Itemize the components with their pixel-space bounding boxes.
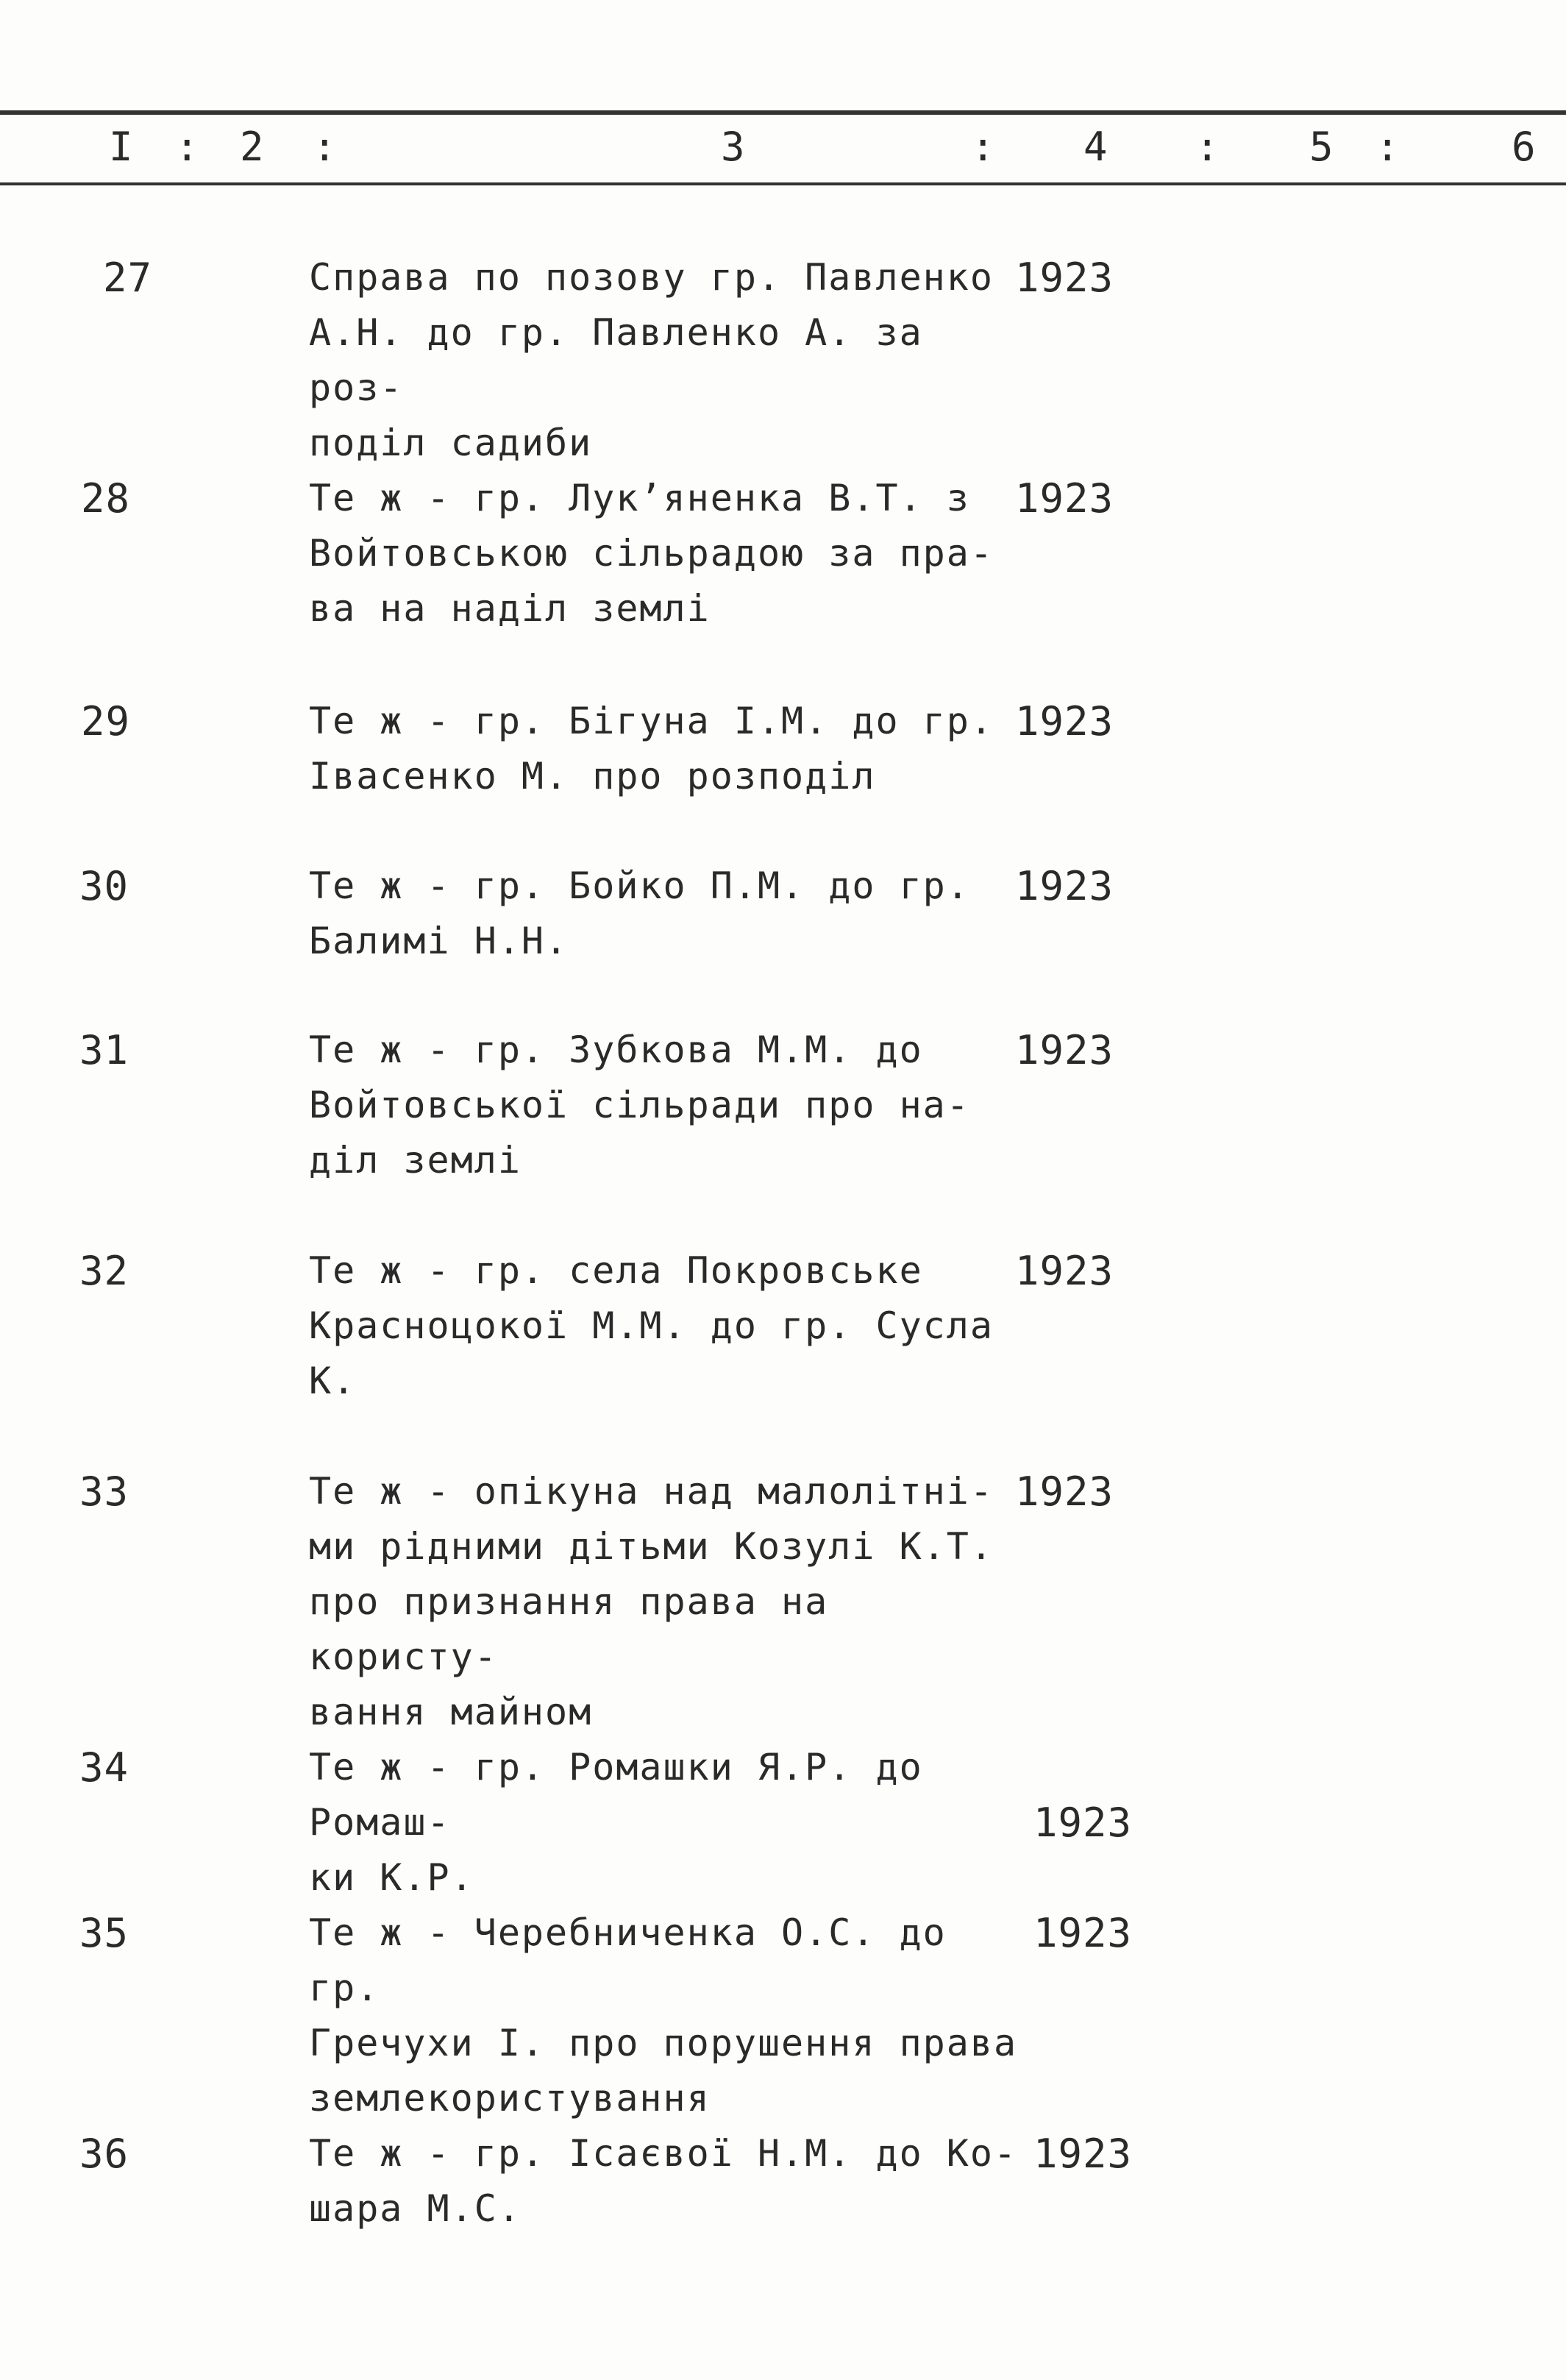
entry-description: Те ж - гр. Бігуна І.М. до гр. Івасенко М. про розподіл (309, 700, 994, 798)
entry-number: 34 (79, 1744, 129, 1791)
entry-year: 1923 (1015, 863, 1114, 909)
entry-year: 1923 (1015, 475, 1114, 522)
entry-number: 32 (79, 1248, 129, 1294)
column-separator: : (1375, 124, 1400, 170)
entry-number: 30 (79, 863, 129, 909)
entry-number: 31 (79, 1027, 129, 1073)
entry-number: 33 (79, 1468, 129, 1515)
entry-year: 1923 (1033, 1910, 1133, 1956)
entry-description: Те ж - гр. Ісаєвої Н.М. до Ко- шара М.С. (309, 2132, 1018, 2230)
entry-description: Те ж - гр. Ромашки Я.Р. до Ромаш- ки К.Р. (309, 1746, 923, 1899)
column-header-1: I (109, 124, 133, 170)
entry-description: Те ж - гр. Зубкова М.М. до Войтовської сільради про на- діл землі (309, 1029, 970, 1182)
column-separator: : (175, 124, 199, 170)
entry-year: 1923 (1015, 698, 1114, 745)
column-separator: : (313, 124, 337, 170)
entry-description: Те ж - Черебниченка О.С. до гр. Гречухи І. про порушення права землекористування (309, 1911, 1018, 2120)
entry-number: 28 (81, 475, 131, 522)
header-top-rule (0, 110, 1566, 115)
column-separator: : (1195, 124, 1220, 170)
entry-description: Те ж - гр. Лук’яненка В.Т. з Войтовською сільрадою за пра- ва на наділ землі (309, 477, 994, 630)
entry-number: 27 (103, 255, 153, 301)
entry-number: 29 (81, 698, 131, 745)
entry-year: 1923 (1015, 255, 1114, 301)
entry-year: 1923 (1015, 1027, 1114, 1073)
entry-description: Те ж - гр. села Покровське Красноцокої М.М. до гр. Сусла К. (309, 1249, 994, 1402)
column-header-5: 5 (1309, 124, 1334, 170)
entry-year: 1923 (1015, 1248, 1114, 1294)
column-header-3: 3 (721, 124, 745, 170)
entry-description: Справа по позову гр. Павленко А.Н. до гр. Павленко А. за роз- поділ садиби (309, 256, 994, 464)
entry-description: Те ж - опікуна над малолітні- ми рідними дітьми Козулі К.Т. про признання права на користу- вання майном (309, 1470, 994, 1733)
column-header-4: 4 (1083, 124, 1108, 170)
entry-year: 1923 (1033, 1800, 1133, 1846)
header-bottom-rule (0, 182, 1566, 185)
entry-year: 1923 (1033, 2131, 1133, 2177)
entry-description: Те ж - гр. Бойко П.М. до гр. Балимі Н.Н. (309, 864, 970, 962)
entry-number: 35 (79, 1910, 129, 1956)
entry-year: 1923 (1015, 1468, 1114, 1515)
column-header-6: 6 (1512, 124, 1536, 170)
column-separator: : (971, 124, 995, 170)
entry-number: 36 (79, 2131, 129, 2177)
column-header-2: 2 (240, 124, 264, 170)
